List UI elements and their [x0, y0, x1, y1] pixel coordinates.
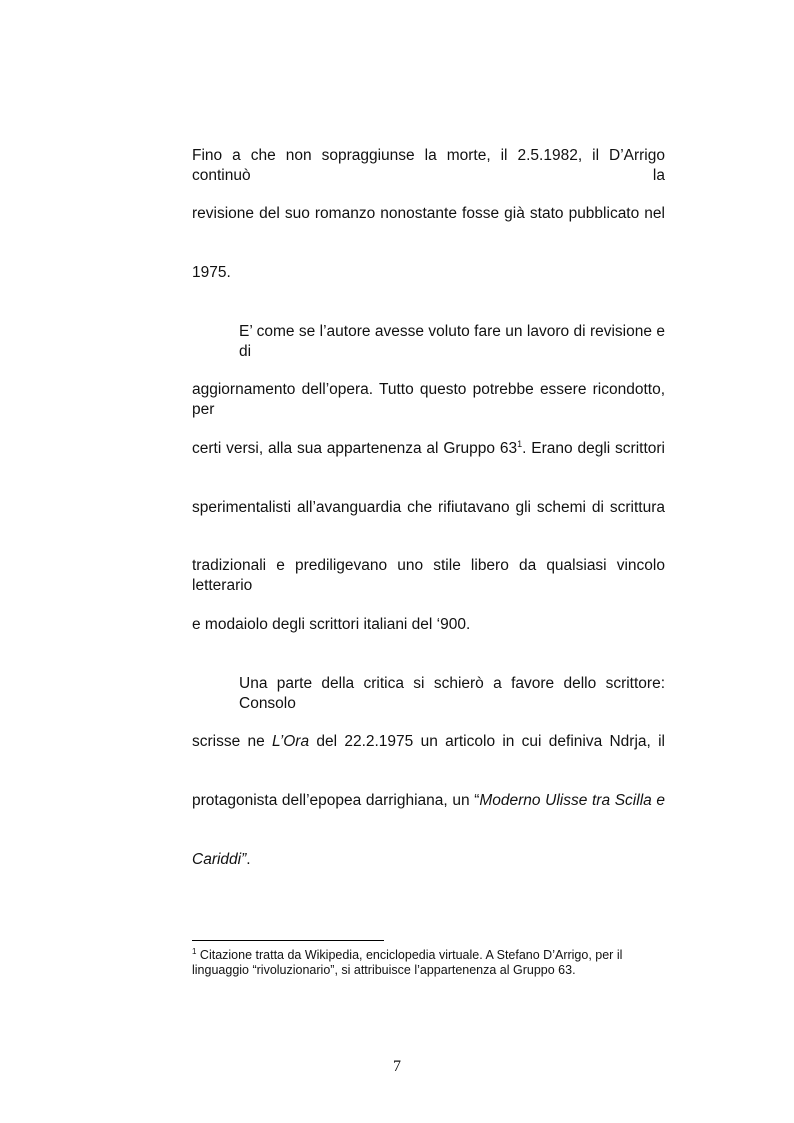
newspaper-title: L’Ora	[272, 733, 310, 750]
body-line-1: Fino a che non sopraggiunse la morte, il 2.5.1982, il D’Arrigo continuò la	[192, 147, 665, 184]
body-line-10: Una parte della critica si schierò a favore dello scrittore: Consolo	[239, 675, 665, 712]
footnote-reference[interactable]: 1	[517, 438, 523, 449]
body-line-13-end: .	[246, 851, 251, 868]
body-line-12	[192, 791, 665, 811]
footnote-text-1: Citazione tratta da Wikipedia, enciclopedia virtuale. A Stefano D’Arrigo, per il	[196, 948, 623, 962]
footnote-separator	[192, 940, 384, 941]
quote-italic-2: Cariddi”	[192, 851, 247, 868]
body-line-3: 1975.	[192, 264, 231, 281]
body-line-9: e modaiolo degli scrittori italiani del ‘900.	[192, 616, 471, 633]
body-line-11-start: scrisse ne	[192, 733, 273, 750]
body-line-4: E’ come se l’autore avesse voluto fare un lavoro di revisione e di	[239, 323, 665, 360]
body-line-8: tradizionali e prediligevano uno stile libero da qualsiasi vincolo letterario	[192, 557, 665, 594]
footnote-line-2: linguaggio “rivoluzionario”, si attribuisce l’appartenenza al Gruppo 63.	[192, 963, 576, 977]
body-line-13	[192, 850, 665, 870]
body-line-6	[192, 439, 665, 459]
body-line-6-end: . Erano degli scrittori	[522, 440, 665, 457]
quote-italic-1: Moderno Ulisse tra Scilla e	[479, 792, 665, 809]
body-line-12-start: protagonista dell’epopea darrighiana, un “	[192, 792, 480, 809]
body-line-6-start: certi versi, alla sua appartenenza al Gruppo 63	[192, 440, 518, 457]
footnote-line-1	[192, 948, 672, 963]
body-line-5: aggiornamento dell’opera. Tutto questo potrebbe essere ricondotto, per	[192, 381, 665, 418]
body-line-11	[192, 732, 665, 752]
body-line-7: sperimentalisti all’avanguardia che rifiutavano gli schemi di scrittura	[192, 499, 665, 516]
body-line-11-end: del 22.2.1975 un articolo in cui definiva Ndrja, il	[309, 733, 665, 750]
body-line-2: revisione del suo romanzo nonostante fosse già stato pubblicato nel	[192, 205, 665, 222]
page-number: 7	[393, 1058, 401, 1075]
footnote-mark: 1	[192, 946, 197, 956]
